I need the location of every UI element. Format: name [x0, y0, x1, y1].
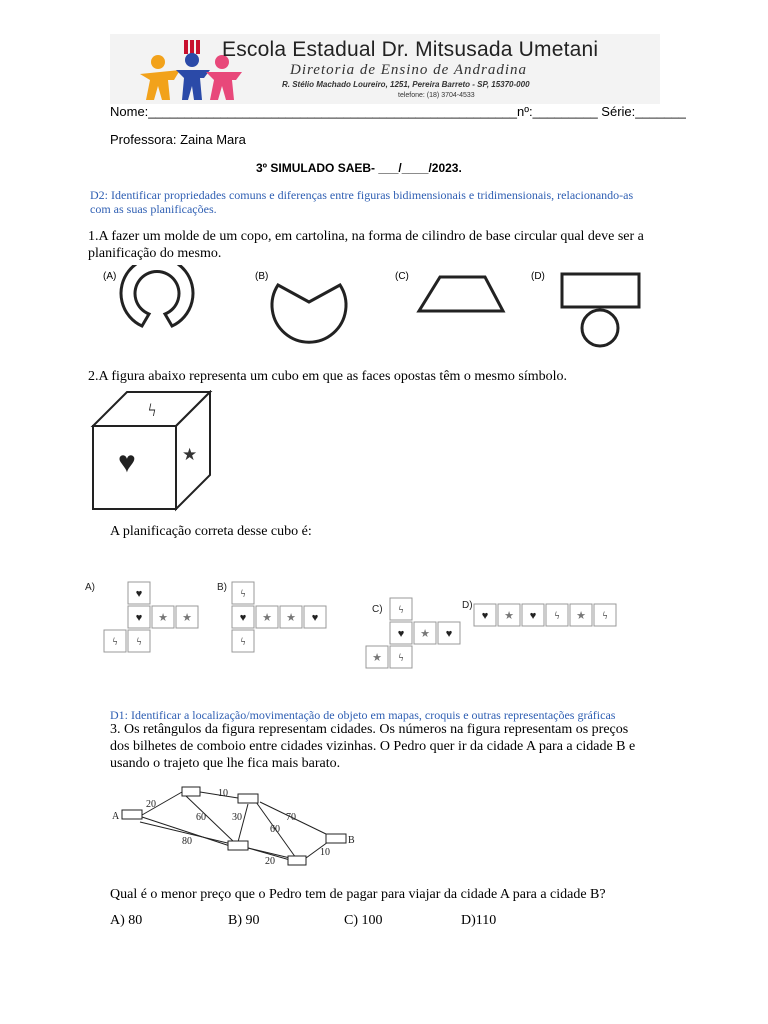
city-a-box	[122, 810, 142, 819]
net-lightning-icon: ϟ	[398, 652, 404, 664]
answer-d[interactable]: D)110	[461, 913, 497, 928]
q2-option-b-label: B)	[217, 582, 227, 593]
teacher-name: Professora: Zaina Mara	[110, 132, 246, 147]
q1-option-d-label: (D)	[531, 271, 545, 282]
heart-icon: ♥	[118, 446, 136, 479]
net-lightning-icon: ϟ	[398, 604, 404, 616]
net-star-icon: ★	[262, 612, 272, 624]
school-phone: telefone: (18) 3704-4533	[398, 92, 475, 99]
q1-option-c-label: (C)	[395, 271, 409, 282]
q2-option-a-label: A)	[85, 582, 95, 593]
q1-option-a-figure	[121, 265, 193, 326]
net-lightning-icon: ϟ	[112, 636, 118, 648]
answer-c[interactable]: C) 100	[344, 913, 383, 928]
q2-option-c-label: C)	[372, 604, 383, 615]
edge-label: 10	[320, 847, 330, 858]
net-heart-icon: ♥	[135, 612, 143, 624]
school-address: R. Stélio Machado Loureiro, 1251, Pereira Barreto - SP, 15370-000	[282, 80, 530, 89]
question-1-text: 1.A fazer um molde de um copo, em cartolina, na forma de cilindro de base circular qual deve ser a planificação do mesmo.	[88, 229, 644, 261]
net-star-icon: ★	[286, 612, 296, 624]
name-field[interactable]: Nome:___________________________________________________nº:_________ Série:_______	[110, 104, 686, 119]
city-box	[228, 841, 248, 850]
edge-label: 80	[182, 836, 192, 847]
q2-option-d-label: D)	[462, 600, 473, 611]
edge-label: 30	[232, 812, 242, 823]
descriptor-d1: D1: Identificar a localização/movimentação de objeto em mapas, croquis e outras representações gráficas	[110, 708, 616, 722]
question-1-figures	[95, 265, 655, 350]
question-3-text: 3. Os retângulos da figura representam cidades. Os números na figura representam os preços dos bilhetes de comboio entre cidades vizinhas. O Pedro quer ir da cidade A para a cidade B e usando o trajeto que lhe fica mais barato.	[110, 722, 636, 771]
city-box	[288, 856, 306, 865]
school-header	[110, 34, 660, 104]
edge-label: 20	[146, 799, 156, 810]
net-lightning-icon: ϟ	[602, 610, 608, 622]
cube-figure	[90, 390, 214, 512]
net-star-icon: ★	[372, 652, 382, 664]
edge-label: 70	[286, 812, 296, 823]
q1-option-d-figure	[562, 274, 639, 346]
school-name: Escola Estadual Dr. Mitsusada Umetani	[222, 38, 599, 61]
net-star-icon: ★	[504, 610, 514, 622]
city-graph	[110, 780, 360, 872]
descriptor-d2: D2: Identificar propriedades comuns e diferenças entre figuras bidimensionais e tridimensionais, relacionando-as com as suas planificações.	[90, 188, 634, 216]
question-2-prompt: A planificação correta desse cubo é:	[110, 524, 312, 539]
net-lightning-icon: ϟ	[240, 636, 246, 648]
net-heart-icon: ♥	[445, 628, 453, 640]
q1-option-b-label: (B)	[255, 271, 269, 282]
net-heart-icon: ♥	[239, 612, 247, 624]
exam-title: 3º SIMULADO SAEB- ___/____/2023.	[256, 161, 462, 175]
net-lightning-icon: ϟ	[240, 588, 246, 600]
city-box	[182, 787, 200, 796]
net-star-icon: ★	[182, 612, 192, 624]
question-3-prompt: Qual é o menor preço que o Pedro tem de pagar para viajar da cidade A para a cidade B?	[110, 887, 606, 902]
edge-label: 10	[218, 788, 228, 799]
q1-option-a-label: (A)	[103, 271, 117, 282]
net-star-icon: ★	[420, 628, 430, 640]
edge-label: 60	[270, 824, 280, 835]
city-a-label: A	[112, 811, 120, 822]
flag-icon	[184, 40, 200, 54]
city-b-label: B	[348, 835, 355, 846]
answer-b[interactable]: B) 90	[228, 913, 260, 928]
net-lightning-icon: ϟ	[554, 610, 560, 622]
net-heart-icon: ♥	[397, 628, 405, 640]
lightning-icon: ϟ	[148, 400, 157, 420]
question-2-text: 2.A figura abaixo representa um cubo em que as faces opostas têm o mesmo símbolo.	[88, 369, 567, 384]
net-heart-icon: ♥	[529, 610, 537, 622]
net-star-icon: ★	[158, 612, 168, 624]
directorate-name: Diretoria de Ensino de Andradina	[290, 62, 527, 78]
net-lightning-icon: ϟ	[136, 636, 142, 648]
q1-option-b-figure	[272, 285, 346, 342]
city-box	[238, 794, 258, 803]
net-heart-icon: ♥	[481, 610, 489, 622]
q1-option-c-figure	[419, 277, 503, 311]
edge-label: 60	[196, 812, 206, 823]
cube-nets	[85, 578, 625, 673]
edge-label: 20	[265, 856, 275, 867]
net-heart-icon: ♥	[311, 612, 319, 624]
answer-a[interactable]: A) 80	[110, 913, 143, 928]
star-icon: ★	[182, 445, 198, 464]
city-b-box	[326, 834, 346, 843]
net-star-icon: ★	[576, 610, 586, 622]
net-heart-icon: ♥	[135, 588, 143, 600]
